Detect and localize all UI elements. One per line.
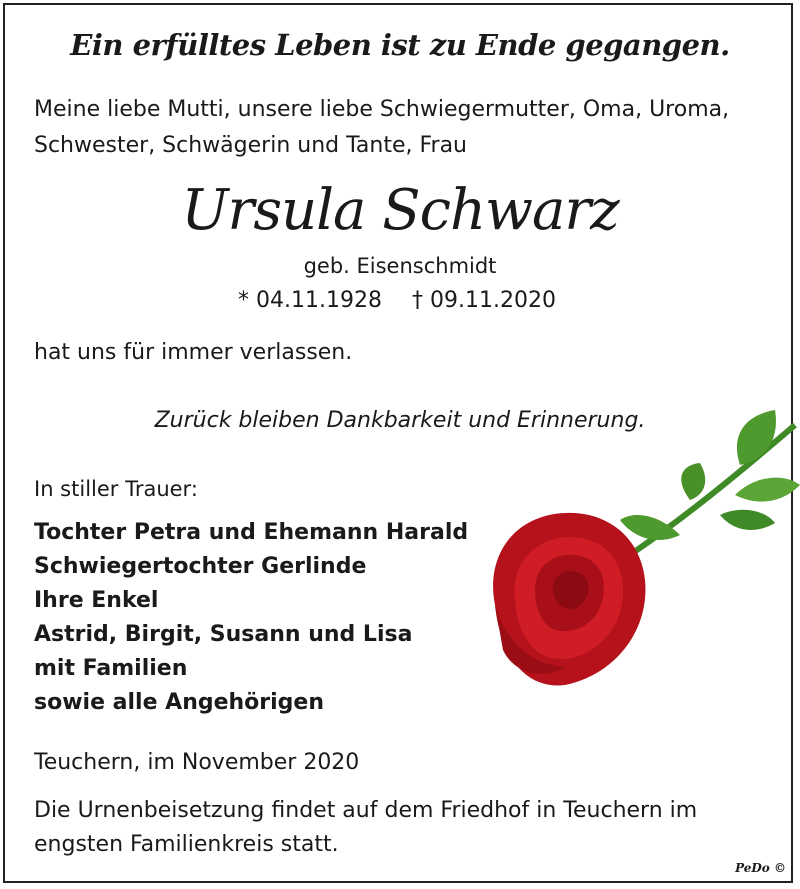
birth-date: * 04.11.1928 [238,288,382,313]
passing-text: hat uns für immer verlassen. [34,340,353,365]
family-line: sowie alle Angehörigen [34,690,325,715]
rose-icon [475,405,800,695]
burial-notice: Die Urnenbeisetzung findet auf dem Friedhof in Teuchern im engsten Familienkreis statt. [34,798,698,857]
publisher-signature: PeDo © [735,861,786,875]
deceased-name: Ursula Schwarz [181,178,619,243]
headline: Ein erfülltes Leben ist zu Ende gegangen. [70,28,730,62]
family-line: Ihre Enkel [34,588,159,613]
maiden-name: geb. Eisenschmidt [303,254,497,278]
motto: Zurück bleiben Dankbarkeit und Erinnerung. [154,408,646,433]
place-date: Teuchern, im November 2020 [34,750,360,775]
family-line: mit Familien [34,656,188,681]
death-date: † 09.11.2020 [412,288,556,313]
mourning-label: In stiller Trauer: [34,477,198,501]
family-line: Tochter Petra und Ehemann Harald [34,520,469,545]
intro-text: Meine liebe Mutti, unsere liebe Schwiegermutter, Oma, Uroma, Schwester, Schwägerin und Tante, Frau [34,97,730,158]
family-line: Astrid, Birgit, Susann und Lisa [34,622,413,647]
family-line: Schwiegertochter Gerlinde [34,554,367,579]
